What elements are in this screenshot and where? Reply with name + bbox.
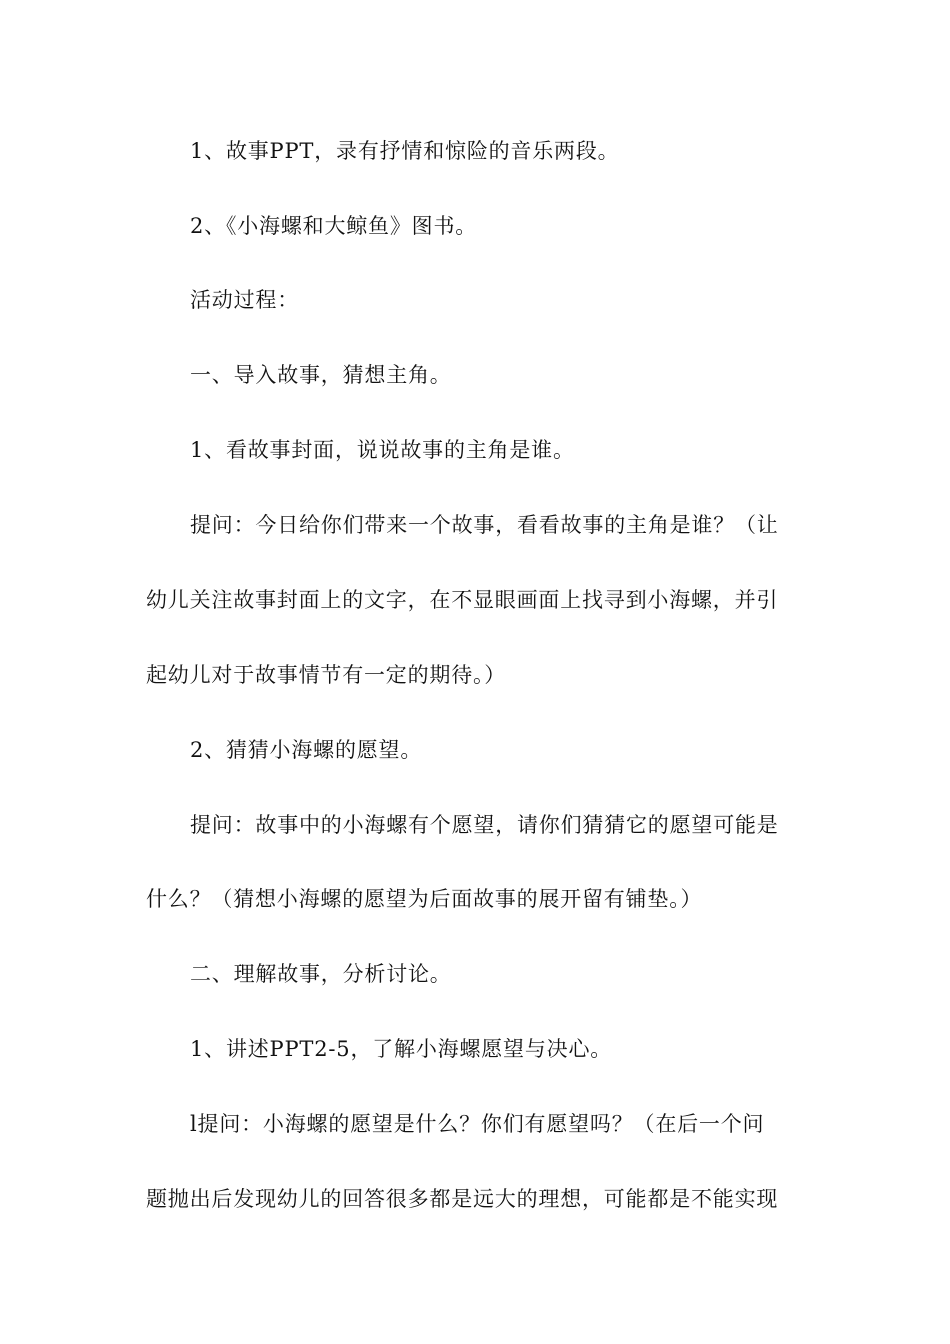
- question-paragraph-line: l提问：小海螺的愿望是什么？你们有愿望吗？（在后一个问: [190, 1112, 765, 1136]
- step-heading-1: 一、导入故事，猜想主角。: [190, 363, 452, 387]
- question-paragraph-line: 提问：今日给你们带来一个故事，看看故事的主角是谁？（让: [190, 513, 779, 537]
- section-heading-process: 活动过程：: [190, 288, 299, 312]
- step-heading-2: 二、理解故事，分析讨论。: [190, 962, 452, 986]
- substep-1-1: 1、看故事封面，说说故事的主角是谁。: [190, 438, 575, 462]
- question-paragraph-line: 题抛出后发现幼儿的回答很多都是远大的理想，可能都是不能实现: [146, 1187, 779, 1211]
- material-item-1: 1、故事PPT，录有抒情和惊险的音乐两段。: [190, 139, 620, 163]
- question-paragraph-line: 什么？（猜想小海螺的愿望为后面故事的展开留有铺垫。）: [146, 887, 703, 911]
- material-item-2: 2、《小海螺和大鲸鱼》图书。: [190, 214, 478, 238]
- question-paragraph-line: 提问：故事中的小海螺有个愿望，请你们猜猜它的愿望可能是: [190, 813, 779, 837]
- substep-1-2: 2、猜猜小海螺的愿望。: [190, 738, 423, 762]
- question-paragraph-line: 起幼儿对于故事情节有一定的期待。）: [146, 663, 507, 687]
- question-paragraph-line: 幼儿关注故事封面上的文字，在不显眼画面上找寻到小海螺，并引: [146, 588, 779, 612]
- substep-2-1: 1、讲述PPT2-5，了解小海螺愿望与决心。: [190, 1037, 613, 1061]
